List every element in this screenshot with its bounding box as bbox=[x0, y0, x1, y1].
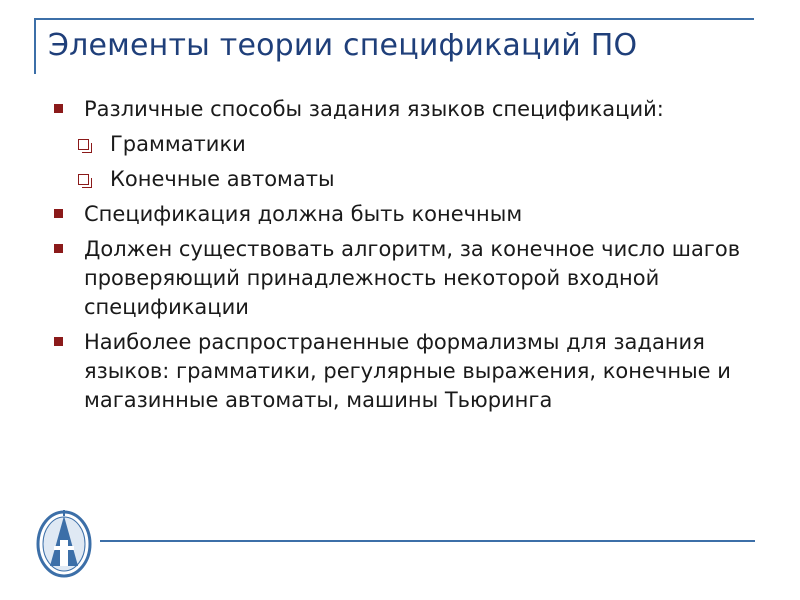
checkbox-bullet-icon bbox=[78, 139, 89, 150]
bullet-text: Спецификация должна быть конечным bbox=[84, 202, 523, 226]
sub-bullet-item bbox=[50, 130, 770, 159]
bullet-text: Должен существовать алгоритм, за конечное число шагов проверяющий принадлежность некоторой входной спецификации bbox=[84, 237, 741, 319]
bullet-item bbox=[50, 235, 770, 322]
bullet-item bbox=[50, 328, 770, 415]
square-bullet-icon bbox=[54, 104, 63, 113]
bullet-text: Различные способы задания языков спецификаций: bbox=[84, 97, 664, 121]
university-logo-icon bbox=[34, 506, 94, 578]
title-frame-left bbox=[34, 18, 36, 74]
square-bullet-icon bbox=[54, 209, 63, 218]
bullet-text: Наиболее распространенные формализмы для задания языков: грамматики, регулярные выражения, конечные и магазинные автоматы, машины Тьюринга bbox=[84, 330, 731, 412]
square-bullet-icon bbox=[54, 244, 63, 253]
sub-bullet-item bbox=[50, 165, 770, 194]
footer-divider bbox=[100, 540, 755, 542]
sub-bullet-text: Грамматики bbox=[110, 132, 246, 156]
title-frame-top bbox=[34, 18, 754, 20]
square-bullet-icon bbox=[54, 337, 63, 346]
sub-bullet-text: Конечные автоматы bbox=[110, 167, 335, 191]
bullet-item bbox=[50, 200, 770, 229]
checkbox-bullet-icon bbox=[78, 174, 89, 185]
bullet-item bbox=[50, 95, 770, 124]
bullet-list bbox=[50, 95, 770, 415]
slide-title: Элементы теории спецификаций ПО bbox=[48, 28, 638, 63]
